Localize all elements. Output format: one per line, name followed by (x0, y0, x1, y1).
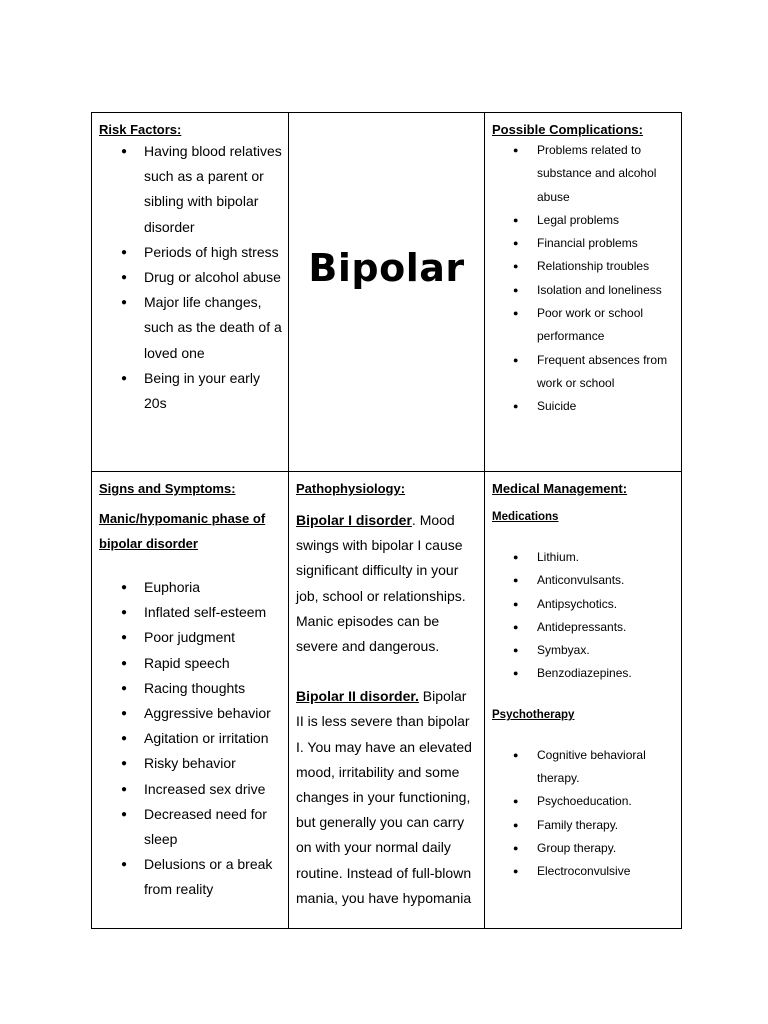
list-item: ● Financial problems (492, 232, 675, 255)
list-item: ● Problems related to substance and alcohol abuse (492, 139, 675, 209)
list-item: ● Major life changes, such as the death of a loved one (99, 290, 282, 366)
list-item: ● Drug or alcohol abuse (99, 265, 282, 290)
list-item: ● Family therapy. (492, 814, 675, 837)
list-item: ● Group therapy. (492, 837, 675, 860)
list-item: ● Rapid speech (99, 651, 282, 676)
bipolar-1-paragraph (296, 508, 478, 659)
list-item: ● Anticonvulsants. (492, 569, 675, 592)
list-item: ● Inflated self-esteem (99, 600, 282, 625)
list-item: ● Legal problems (492, 209, 675, 232)
list-item: ● Being in your early 20s (99, 366, 282, 416)
list-item: ● Antidepressants. (492, 616, 675, 639)
list-item: ● Decreased need for sleep (99, 802, 282, 852)
bipolar-1-label: Bipolar I disorder (296, 512, 412, 528)
management-cell (485, 472, 682, 929)
bipolar-2-text: Bipolar II is less severe than bipolar I. You may have an elevated mood, irritability and some changes in your functioning, but generally you can carry on with your normal daily routine. Instead of full-blown mania, you have hypomania (296, 688, 472, 906)
management-heading: Medical Management: (492, 481, 628, 496)
list-item: ● Having blood relatives such as a parent or sibling with bipolar disorder (99, 139, 282, 240)
risk-factors-list (99, 139, 282, 416)
list-item: ● Delusions or a break from reality (99, 852, 282, 902)
medications-heading: Medications (492, 511, 559, 523)
bipolar-1-text: . Mood swings with bipolar I cause significant difficulty in your job, school or relationships. Manic episodes can be severe and dangerous. (296, 512, 466, 655)
list-item: ● Symbyax. (492, 639, 675, 662)
list-item: ● Electroconvulsive (492, 860, 675, 883)
pathophysiology-cell (289, 472, 485, 929)
title-cell (289, 113, 485, 472)
list-item: ● Antipsychotics. (492, 593, 675, 616)
page-title: Bipolar (308, 246, 465, 290)
signs-subheading: Manic/hypomanic phase of bipolar disorder (99, 511, 266, 551)
list-item: ● Periods of high stress (99, 240, 282, 265)
bipolar-2-label: Bipolar II disorder. (296, 688, 419, 705)
complications-cell (485, 113, 682, 472)
psychotherapy-list (492, 744, 675, 884)
list-item: ● Benzodiazepines. (492, 662, 675, 685)
psychotherapy-heading: Psychotherapy (492, 708, 575, 721)
pathophysiology-heading: Pathophysiology: (296, 481, 406, 496)
risk-factors-cell (92, 113, 289, 472)
list-item: ● Lithium. (492, 546, 675, 569)
bipolar-summary-table (91, 112, 682, 929)
list-item: ● Psychoeducation. (492, 790, 675, 813)
list-item: ● Agitation or irritation (99, 726, 282, 751)
list-item: ● Cognitive behavioral therapy. (492, 744, 675, 791)
risk-factors-heading: Risk Factors: (99, 122, 182, 137)
complications-heading: Possible Complications: (492, 122, 643, 137)
list-item: ● Increased sex drive (99, 777, 282, 802)
list-item: ● Euphoria (99, 575, 282, 600)
list-item: ● Poor judgment (99, 625, 282, 650)
bipolar-2-paragraph (296, 684, 478, 911)
list-item: ● Poor work or school performance (492, 302, 675, 349)
list-item: ● Suicide (492, 395, 675, 418)
list-item: ● Racing thoughts (99, 676, 282, 701)
list-item: ● Aggressive behavior (99, 701, 282, 726)
signs-list (99, 575, 282, 903)
signs-cell (92, 472, 289, 929)
list-item: ● Risky behavior (99, 751, 282, 776)
medications-list (492, 546, 675, 686)
complications-list (492, 139, 675, 419)
list-item: ● Relationship troubles (492, 255, 675, 278)
list-item: ● Frequent absences from work or school (492, 349, 675, 396)
signs-heading: Signs and Symptoms: (99, 481, 236, 496)
list-item: ● Isolation and loneliness (492, 279, 675, 302)
